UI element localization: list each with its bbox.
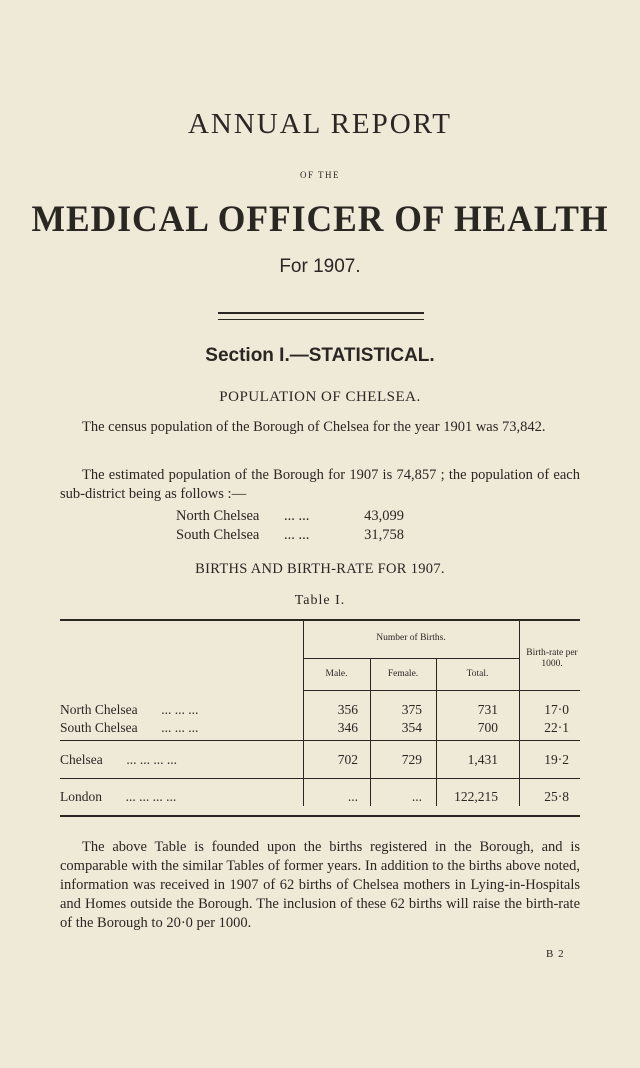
male-births-cell: 356 xyxy=(337,702,358,717)
leader-dots: ... ... ... xyxy=(161,720,199,735)
subdistrict-name: South Chelsea xyxy=(176,527,260,543)
report-title: ANNUAL REPORT xyxy=(187,108,453,140)
female-births-cell: ... xyxy=(411,789,422,804)
table-row-label: Chelsea ... ... ... ... xyxy=(60,752,177,767)
subdistrict-population: 43,099 xyxy=(364,508,404,524)
report-year: For 1907. xyxy=(279,256,361,277)
census-paragraph: The census population of the Borough of Chelsea for the year 1901 was 73,842. xyxy=(82,419,546,435)
table-note-paragraph: The above Table is founded upon the births registered in the Borough, and is comparable with the similar Tables of former years. In addition to the births above noted, information was received in 1907 of 62 births of Chelsea mothers in Lying-in-Hospitals and Homes outside the Borough. The inclusion of these 62 births will raise the birth-rate of the Borough to 20·0 per 1000. xyxy=(60,839,580,931)
subdistrict-population: 31,758 xyxy=(364,527,404,543)
total-column-header: Total. xyxy=(466,669,489,679)
population-heading: POPULATION OF CHELSEA. xyxy=(219,389,421,405)
table-top-rule xyxy=(60,619,580,621)
leader-dots: ... ... ... ... xyxy=(126,752,177,767)
estimate-paragraph: The estimated population of the Borough for 1907 is 74,857 ; the population of each sub-district being as follows :— xyxy=(60,467,580,502)
number-of-births-header: Number of Births. xyxy=(376,633,446,643)
total-births-cell: 122,215 xyxy=(454,789,498,804)
of-the-label: OF THE xyxy=(299,170,341,180)
table-row-rule xyxy=(60,740,580,741)
birth-rate-cell: 25·8 xyxy=(544,789,569,804)
total-births-cell: 1,431 xyxy=(467,752,498,767)
double-rule-divider xyxy=(218,312,424,320)
birth-rate-cell: 17·0 xyxy=(544,702,569,717)
table-header-rule xyxy=(303,658,519,659)
table-bottom-rule xyxy=(60,815,580,817)
female-column-header: Female. xyxy=(387,669,419,679)
table-row-label: London ... ... ... ... xyxy=(60,789,177,804)
male-births-cell: ... xyxy=(347,789,358,804)
table-row-label: North Chelsea ... ... ... xyxy=(60,702,199,717)
table-title: Table I. xyxy=(294,593,346,608)
birth-rate-cell: 22·1 xyxy=(544,720,569,735)
leader-dots: ... ... ... ... xyxy=(125,789,177,804)
table-row-label: South Chelsea ... ... ... xyxy=(60,720,199,735)
female-births-cell: 354 xyxy=(401,720,422,735)
table-header-rule xyxy=(303,690,580,691)
total-births-cell: 731 xyxy=(477,702,498,717)
births-heading: BIRTHS AND BIRTH-RATE FOR 1907. xyxy=(195,561,445,577)
male-births-cell: 346 xyxy=(337,720,358,735)
leader-dots: ... ... xyxy=(284,508,310,524)
section-heading: Section I.—STATISTICAL. xyxy=(205,345,435,366)
table-row-rule xyxy=(60,778,580,779)
total-births-cell: 700 xyxy=(477,720,498,735)
leader-dots: ... ... xyxy=(284,527,310,543)
leader-dots: ... ... ... xyxy=(161,702,199,717)
report-subject: MEDICAL OFFICER OF HEALTH xyxy=(31,199,609,240)
birth-rate-cell: 19·2 xyxy=(544,752,569,767)
female-births-cell: 375 xyxy=(401,702,422,717)
subdistrict-name: North Chelsea xyxy=(176,508,260,524)
page-number: B 2 xyxy=(546,948,565,960)
subdistrict-row xyxy=(176,527,404,544)
male-births-cell: 702 xyxy=(337,752,358,767)
female-births-cell: 729 xyxy=(401,752,422,767)
male-column-header: Male. xyxy=(325,669,348,679)
subdistrict-row xyxy=(176,508,404,525)
birth-rate-column-header: Birth-rate per 1000. xyxy=(526,648,578,669)
